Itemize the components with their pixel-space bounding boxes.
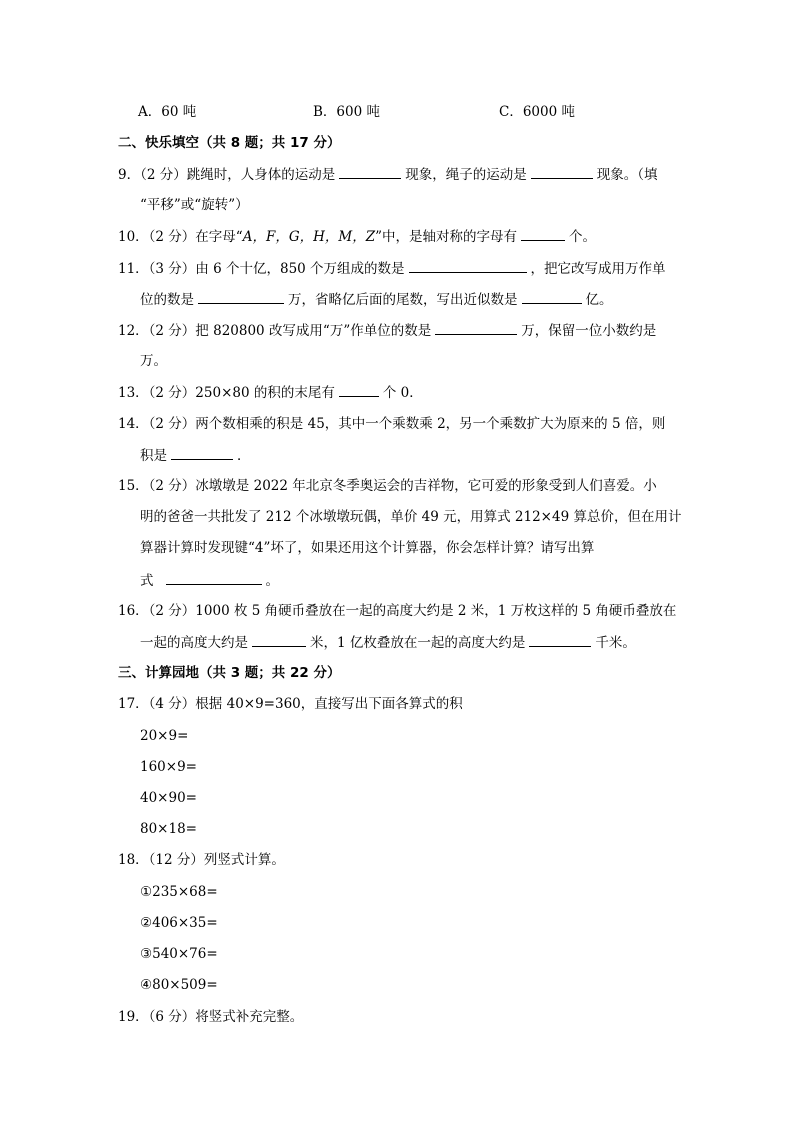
question-12 (118, 320, 656, 341)
q17-item: 20×9= (140, 728, 189, 744)
q13-text-1: 13．（2 分）250×80 的积的末尾有 (118, 385, 335, 401)
q13-text-2: 个 0． (382, 385, 423, 401)
q16-text-3: 米，1 亿枚叠放在一起的高度大约是 (310, 635, 526, 651)
q11-blank-2[interactable] (198, 289, 284, 304)
q9-blank-2[interactable] (531, 164, 593, 179)
q11-text-5: 亿。 (585, 292, 613, 308)
q9-text-4: “平移”或“旋转”） (140, 197, 249, 213)
section-3-title: 三、计算园地（共 3 题；共 22 分） (118, 665, 341, 681)
q9-blank-1[interactable] (339, 164, 401, 179)
q12-blank-1[interactable] (435, 320, 517, 335)
question-14-line-2 (140, 445, 251, 466)
option-c: C．6000 吨 (499, 104, 575, 120)
q12-text-1: 12．（2 分）把 820800 改写成用“万”作单位的数是 (118, 323, 432, 339)
q18-item: ①235×68= (140, 884, 218, 900)
q15-text-2: 明的爸爸一共批发了 212 个冰墩墩玩偶，单价 49 元，用算式 212×49 算总价，但在用计 (140, 509, 682, 525)
q17-item: 40×90= (140, 790, 197, 806)
q15-text-5: 。 (265, 573, 279, 589)
q9-text-1: 9．（2 分）跳绳时，人身体的运动是 (118, 167, 336, 183)
question-15-line-4 (140, 570, 279, 591)
q10-letters: A，F，G，H，M，Z (242, 229, 376, 245)
q18-item: ④80×509= (140, 977, 218, 993)
q16-text-1: 16．（2 分）1000 枚 5 角硬币叠放在一起的高度大约是 2 米，1 万枚这样的 5 角硬币叠放在 (118, 603, 677, 619)
q16-blank-1[interactable] (252, 632, 306, 647)
q10-text-1: 10．（2 分）在字母“ (118, 229, 243, 245)
q19-stem: 19．（6 分）将竖式补充完整。 (118, 1009, 304, 1025)
q15-blank[interactable] (166, 570, 262, 585)
option-a: A．60 吨 (138, 104, 197, 120)
q15-text-3: 算器计算时发现键“4”坏了，如果还用这个计算器，你会怎样计算？请写出算 (140, 540, 595, 556)
q14-text-3: ． (237, 448, 251, 464)
q14-text-2: 积是 (140, 448, 167, 464)
q9-text-2: 现象，绳子的运动是 (405, 167, 527, 183)
q14-blank[interactable] (171, 445, 233, 460)
q10-blank[interactable] (521, 226, 565, 241)
q11-text-2: ，把它改写成用万作单 (530, 261, 666, 277)
q17-item: 160×9= (140, 759, 197, 775)
q18-item: ②406×35= (140, 915, 218, 931)
question-11 (118, 258, 666, 279)
question-11-line-2 (140, 289, 613, 310)
question-10 (118, 226, 596, 247)
question-13 (118, 382, 423, 403)
q11-blank-3[interactable] (522, 289, 582, 304)
q11-text-3: 位的数是 (140, 292, 194, 308)
q15-text-1: 15．（2 分）冰墩墩是 2022 年北京冬季奥运会的吉祥物，它可爱的形象受到人们喜爱。小 (118, 478, 657, 494)
q10-text-3: 个。 (569, 229, 597, 245)
q12-text-2: 万，保留一位小数约是 (521, 323, 657, 339)
q18-stem: 18．（12 分）列竖式计算。 (118, 852, 285, 868)
q11-text-1: 11．（3 分）由 6 个十亿，850 个万组成的数是 (118, 261, 405, 277)
section-2-title: 二、快乐填空（共 8 题；共 17 分） (118, 135, 341, 151)
q16-blank-2[interactable] (529, 632, 591, 647)
q18-item: ③540×76= (140, 946, 218, 962)
q11-blank-1[interactable] (409, 258, 527, 273)
question-16-line-2 (140, 632, 636, 653)
q16-text-2: 一起的高度大约是 (140, 635, 248, 651)
question-9 (118, 164, 657, 185)
q17-stem: 17．（4 分）根据 40×9=360，直接写出下面各算式的积 (118, 696, 463, 712)
q12-text-3: 万。 (140, 353, 167, 369)
q11-text-4: 万，省略亿后面的尾数，写出近似数是 (288, 292, 518, 308)
q9-text-3: 现象。（填 (596, 167, 658, 183)
option-b: B．600 吨 (313, 104, 380, 120)
q14-text-1: 14．（2 分）两个数相乘的积是 45，其中一个乘数乘 2，另一个乘数扩大为原来的 5 倍，则 (118, 416, 666, 432)
q13-blank[interactable] (339, 382, 379, 397)
q15-text-4: 式 (140, 573, 154, 589)
q17-item: 80×18= (140, 821, 197, 837)
q16-text-4: 千米。 (595, 635, 636, 651)
q10-text-2: ”中，是轴对称的字母有 (375, 229, 518, 245)
